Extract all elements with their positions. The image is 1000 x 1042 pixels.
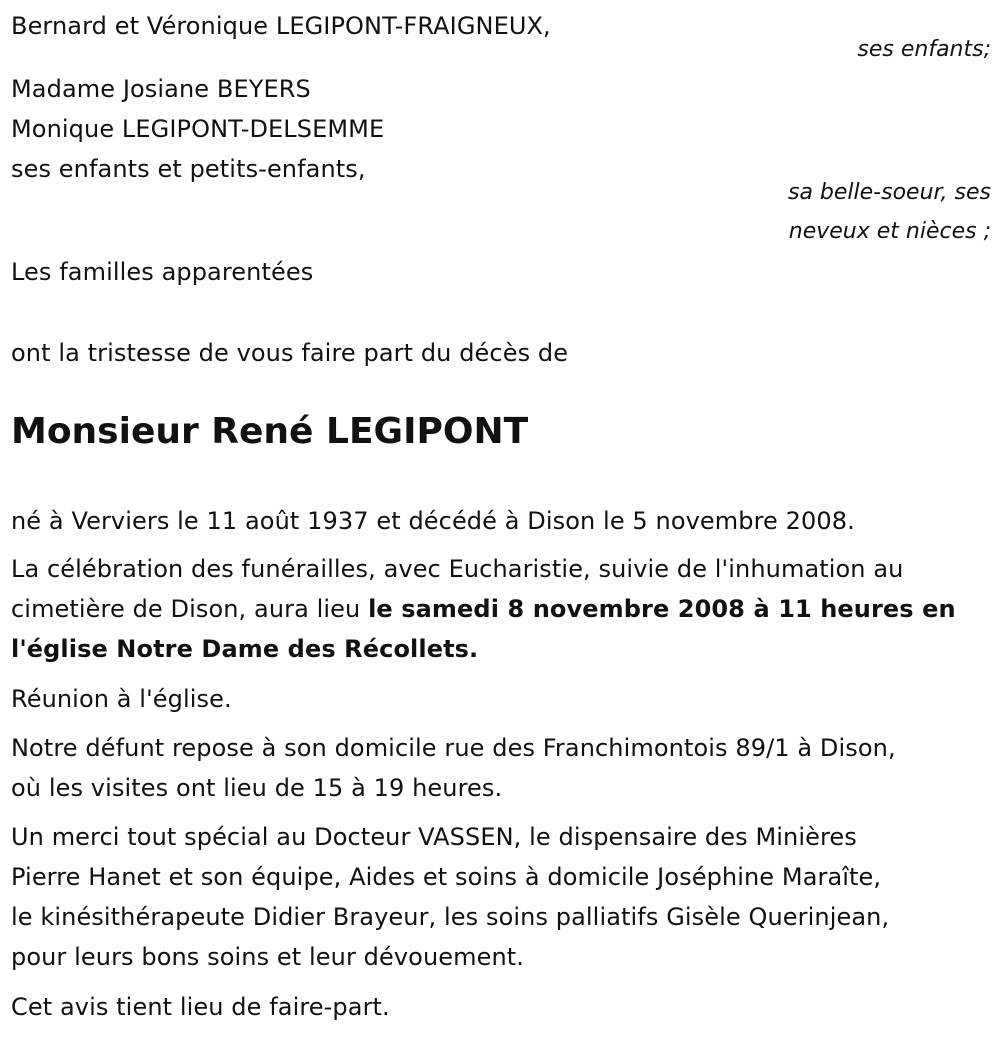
thanks-line-1: Un merci tout spécial au Docteur VASSEN, le dispensaire des Minières	[11, 823, 857, 851]
relation-sister-in-law-line1: sa belle-soeur, ses	[787, 180, 991, 205]
announcement-intro: ont la tristesse de vous faire part du décès de	[11, 339, 569, 367]
sender-children-names: Bernard et Véronique LEGIPONT-FRAIGNEUX,	[11, 12, 551, 40]
repose-line-2: où les visites ont lieu de 15 à 19 heures.	[11, 774, 503, 802]
sender-grandchildren: ses enfants et petits-enfants,	[11, 155, 366, 183]
sender-sister-in-law: Madame Josiane BEYERS	[11, 75, 311, 103]
funeral-line-2	[11, 595, 956, 623]
closing-note: Cet avis tient lieu de faire-part.	[11, 993, 390, 1021]
sender-sister-in-law-2: Monique LEGIPONT-DELSEMME	[11, 115, 385, 143]
sender-related-families: Les familles apparentées	[11, 258, 314, 286]
funeral-line-1: La célébration des funérailles, avec Eucharistie, suivie de l'inhumation au	[11, 555, 904, 583]
thanks-line-4: pour leurs bons soins et leur dévouement.	[11, 943, 525, 971]
repose-line-1: Notre défunt repose à son domicile rue des Franchimontois 89/1 à Dison,	[11, 734, 896, 762]
funeral-line-2-text: cimetière de Dison, aura lieu	[11, 595, 369, 623]
funeral-location: l'église Notre Dame des Récollets.	[11, 635, 479, 663]
thanks-line-2: Pierre Hanet et son équipe, Aides et soins à domicile Joséphine Maraîte,	[11, 863, 882, 891]
relation-children: ses enfants;	[857, 37, 991, 62]
funeral-date-time: le samedi 8 novembre 2008 à 11 heures en	[368, 595, 956, 623]
birth-death-info: né à Verviers le 11 août 1937 et décédé à Dison le 5 novembre 2008.	[11, 507, 855, 535]
deceased-name: Monsieur René LEGIPONT	[11, 411, 529, 452]
meeting-place: Réunion à l'église.	[11, 685, 232, 713]
relation-sister-in-law-line2: neveux et nièces ;	[788, 219, 991, 244]
thanks-line-3: le kinésithérapeute Didier Brayeur, les soins palliatifs Gisèle Querinjean,	[11, 903, 890, 931]
